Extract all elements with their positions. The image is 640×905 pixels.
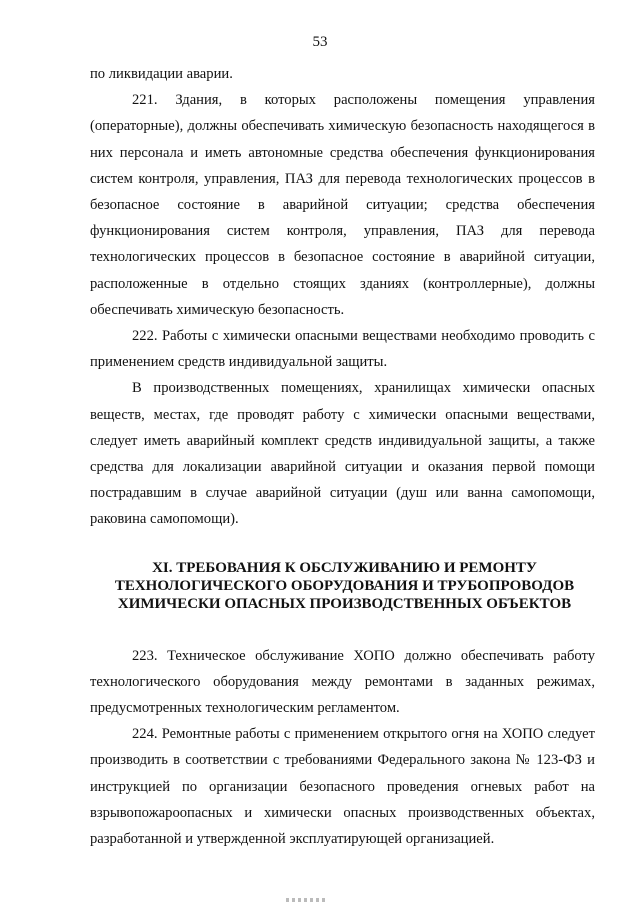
document-body (90, 61, 595, 852)
paragraph-224: 224. Ремонтные работы с применением открытого огня на ХОПО следует производить в соответствии с требованиями Федерального закона № 123-ФЗ и инструкцией по организации безопасного проведения огневых работ на взрывопожароопасных и химически опасных производственных объектах, разработанной и утвержденной эксплуатирующей организацией. (90, 726, 595, 848)
section-heading-line: ХИМИЧЕСКИ ОПАСНЫХ ПРОИЗВОДСТВЕННЫХ ОБЪЕКТОВ (117, 595, 572, 612)
scan-artifact (286, 898, 328, 902)
page-number: 53 (312, 34, 328, 50)
paragraph-221: 221. Здания, в которых расположены помещения управления (операторные), должны обеспечивать химическую безопасность находящегося в них персонала и иметь автономные средства обеспечения функционирования систем контроля, управления, ПАЗ для перевода технологических процессов в безопасное состояние в аварийной ситуации; средства обеспечения функционирования систем контроля, управления, ПАЗ для перевода технологических процессов в безопасное состояние в аварийной ситуации, расположенные в отдельно стоящих зданиях (контроллерные), должны обеспечивать химическую безопасность. (90, 92, 595, 318)
paragraph-continuation: по ликвидации аварии. (90, 66, 233, 82)
paragraph-222-cont: В производственных помещениях, хранилищах химически опасных веществ, местах, где проводят работу с химически опасными веществами, следует иметь аварийный комплект средств индивидуальной защиты, а также средства для локализации аварийной ситуации и оказания первой помощи пострадавшим в случае аварийной ситуации (душ или ванна самопомощи, раковина самопомощи). (90, 380, 595, 528)
paragraph-222: 222. Работы с химически опасными веществами необходимо проводить с применением средств индивидуальной защиты. (90, 328, 595, 371)
section-spacer (90, 533, 595, 559)
paragraph-223: 223. Техническое обслуживание ХОПО должно обеспечивать работу технологического оборудования между ремонтами в заданных режимах, предусмотренных технологическим регламентом. (90, 647, 595, 717)
section-heading-line: ТЕХНОЛОГИЧЕСКОГО ОБОРУДОВАНИЯ И ТРУБОПРОВОДОВ (114, 577, 575, 594)
section-heading (90, 559, 595, 613)
section-heading-line: XI. ТРЕБОВАНИЯ К ОБСЛУЖИВАНИЮ И РЕМОНТУ (152, 559, 537, 576)
